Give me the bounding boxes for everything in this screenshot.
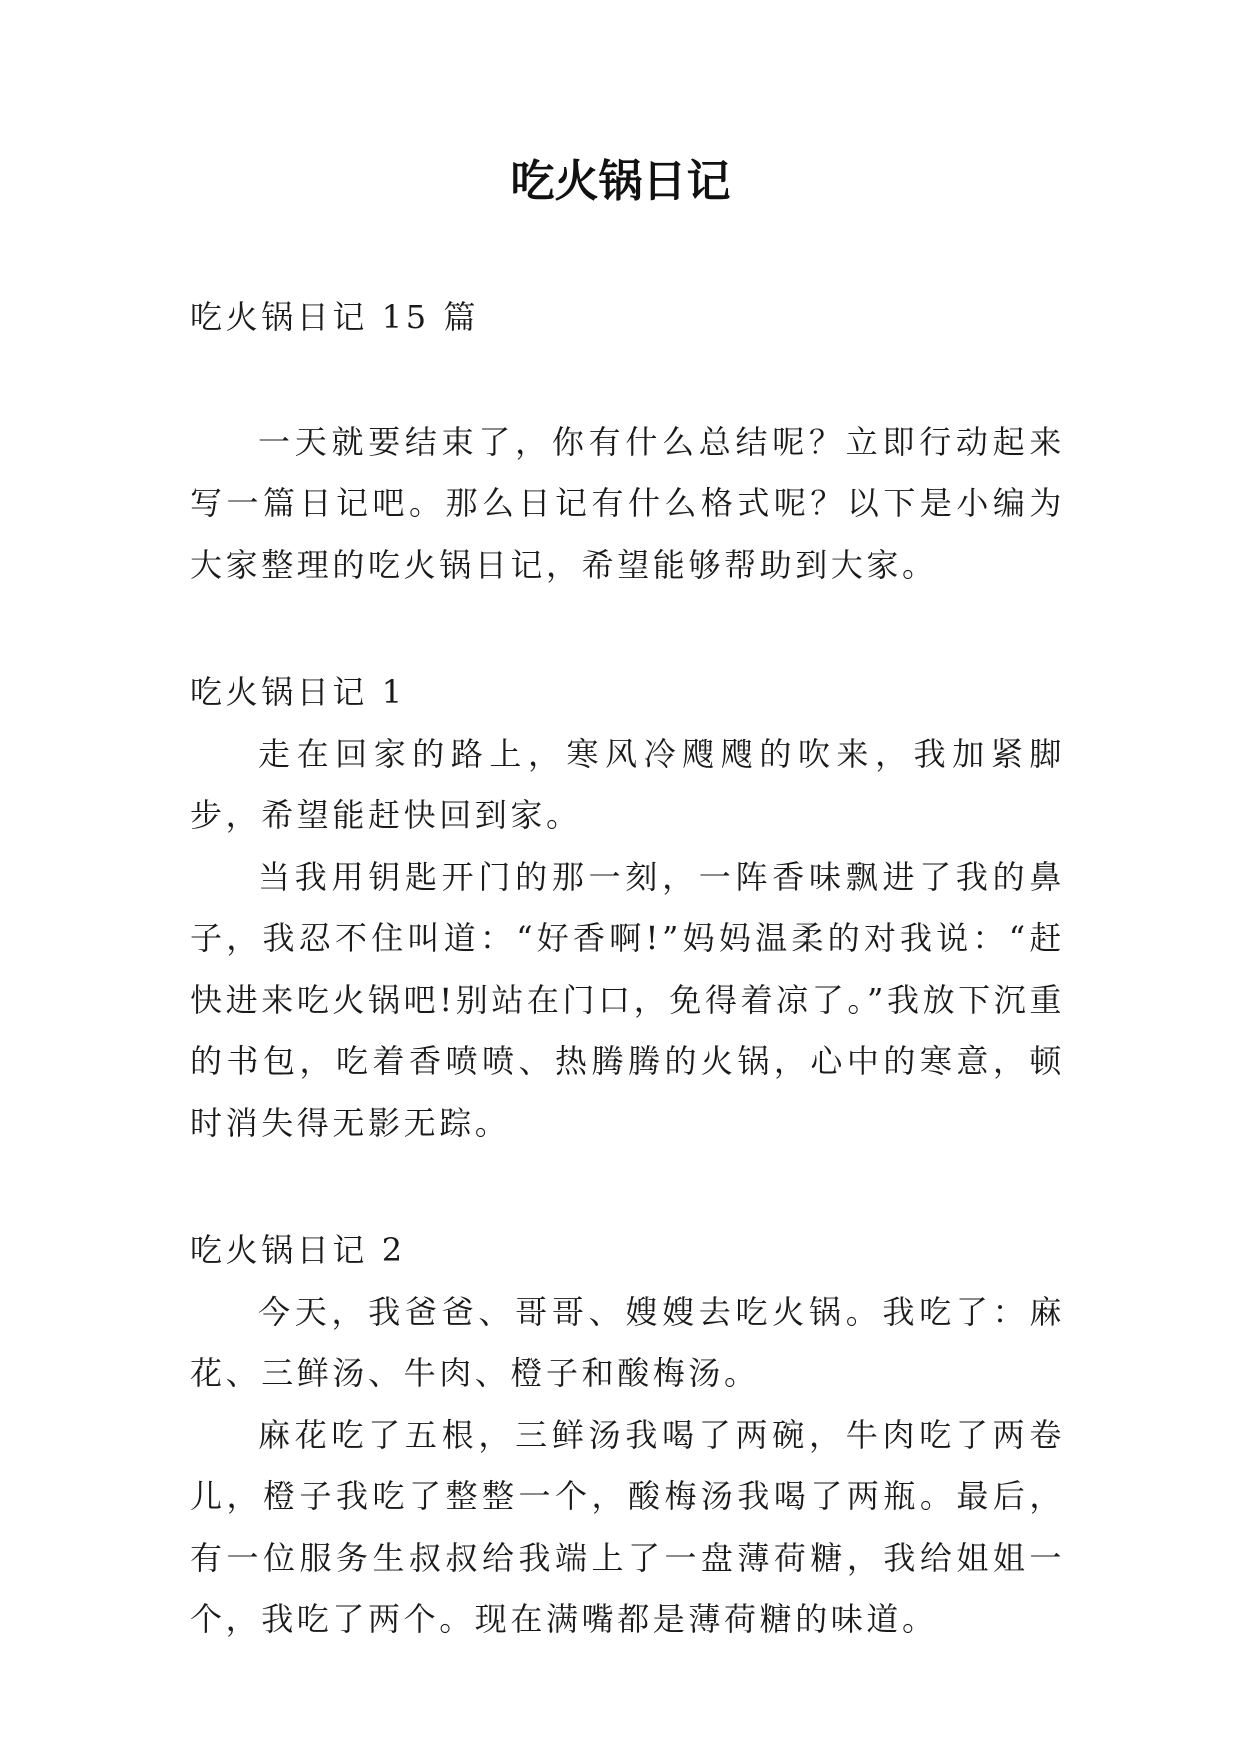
entry-paragraph: 今天，我爸爸、哥哥、嫂嫂去吃火锅。我吃了：麻花、三鲜汤、牛肉、橙子和酸梅汤。	[190, 1292, 1065, 1392]
spacer	[190, 349, 1065, 412]
document-title: 吃火锅日记	[510, 156, 731, 207]
intro-paragraph: 一天就要结束了，你有什么总结呢？立即行动起来写一篇日记吧。那么日记有什么格式呢？以下是小编为大家整理的吃火锅日记，希望能够帮助到大家。	[190, 422, 1065, 584]
document-subtitle: 吃火锅日记 15 篇	[190, 298, 480, 336]
entry-paragraph: 当我用钥匙开门的那一刻，一阵香味飘进了我的鼻子，我忍不住叫道：“好香啊!”妈妈温柔的对我说：“赶快进来吃火锅吧!别站在门口，免得着凉了。”我放下沉重的书包，吃着香喷喷、热腾腾的火锅，心中的寒意，顿时消失得无影无踪。	[190, 857, 1065, 1142]
document-body	[190, 287, 1065, 1651]
entry-heading: 吃火锅日记 2	[190, 1231, 406, 1269]
diary-entry-1	[190, 662, 1065, 1154]
entry-paragraph: 走在回家的路上，寒风冷飕飕的吹来，我加紧脚步，希望能赶快回到家。	[190, 734, 1065, 834]
entry-paragraph: 麻花吃了五根，三鲜汤我喝了两碗，牛肉吃了两卷儿，橙子我吃了整整一个，酸梅汤我喝了两瓶。最后，有一位服务生叔叔给我端上了一盘薄荷糖，我给姐姐一个，我吃了两个。现在满嘴都是薄荷糖的味道。	[190, 1415, 1065, 1638]
diary-entry-2	[190, 1220, 1065, 1651]
spacer	[190, 1154, 1065, 1220]
spacer	[190, 596, 1065, 662]
entry-heading: 吃火锅日记 1	[190, 673, 406, 711]
